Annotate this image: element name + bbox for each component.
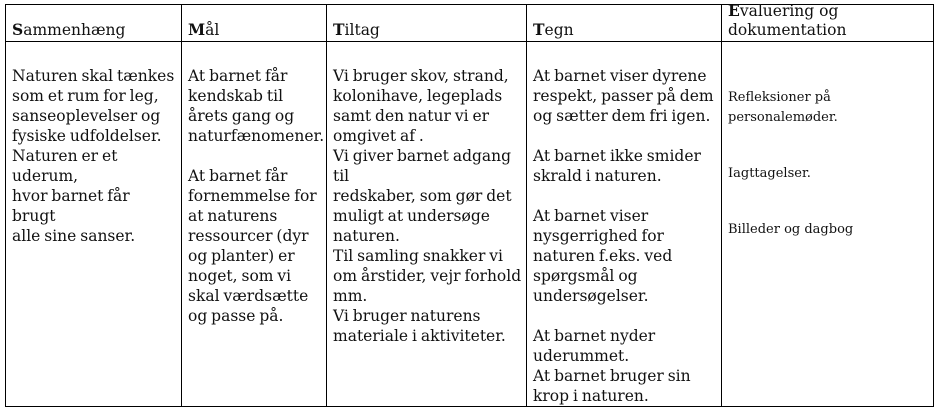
header-cell-evaluering	[722, 1, 934, 42]
header-tiltag: Tiltag	[333, 20, 380, 39]
content-cell-tegn	[527, 42, 722, 407]
content-row	[6, 42, 934, 407]
header-tegn: Tegn	[533, 20, 574, 39]
header-maal: Mål	[188, 20, 220, 39]
content-cell-maal	[182, 42, 327, 407]
plan-table	[5, 1, 934, 407]
tegn-text: At barnet viser dyrene respekt, passer på dem og sætter dem fri igen. At barnet ikke smider skrald i naturen. At barnet viser nysgerrighed for naturen f.eks. ved spørgsmål og undersøgelser. At barnet nyder uderummet. At barnet bruger sin krop i naturen.	[533, 67, 714, 405]
header-cell-tiltag	[327, 5, 527, 42]
maal-text: At barnet får kendskab til årets gang og naturfænomener. At barnet får fornemmelse for at naturens ressourcer (dyr og planter) er noget, som vi skal værdsætte og passe på.	[188, 67, 325, 325]
header-row	[6, 5, 934, 42]
header-sammenhaeng: Sammenhæng	[12, 20, 126, 39]
content-cell-evaluering	[722, 42, 934, 407]
evaluering-text	[722, 42, 933, 276]
content-cell-tiltag	[327, 42, 527, 407]
header-cell-maal	[182, 5, 327, 42]
tiltag-text: Vi bruger skov, strand, kolonihave, legeplads samt den natur vi er omgivet af . Vi giver barnet adgang til redskaber, som gør det muligt at undersøge naturen. Til samling snakker vi om årstider, vejr forhold mm. Vi bruger naturens materiale i aktiviteter.	[333, 67, 522, 345]
sammenhaeng-text: Naturen skal tænkes som et rum for leg, sanseoplevelser og fysiske udfoldelser. Naturen er et uderum, hvor barnet får brugt alle sine sanser.	[12, 67, 175, 245]
header-cell-sammenhaeng	[6, 5, 182, 42]
evaluering-item: Iagttagelser.	[728, 166, 811, 181]
evaluering-item: Billeder og dagbog	[728, 222, 854, 237]
header-cell-tegn	[527, 5, 722, 42]
evaluering-item: Refleksioner på personalemøder.	[728, 90, 838, 125]
header-evaluering: Evaluering og dokumentation	[728, 1, 847, 39]
content-cell-sammenhaeng	[6, 42, 182, 407]
